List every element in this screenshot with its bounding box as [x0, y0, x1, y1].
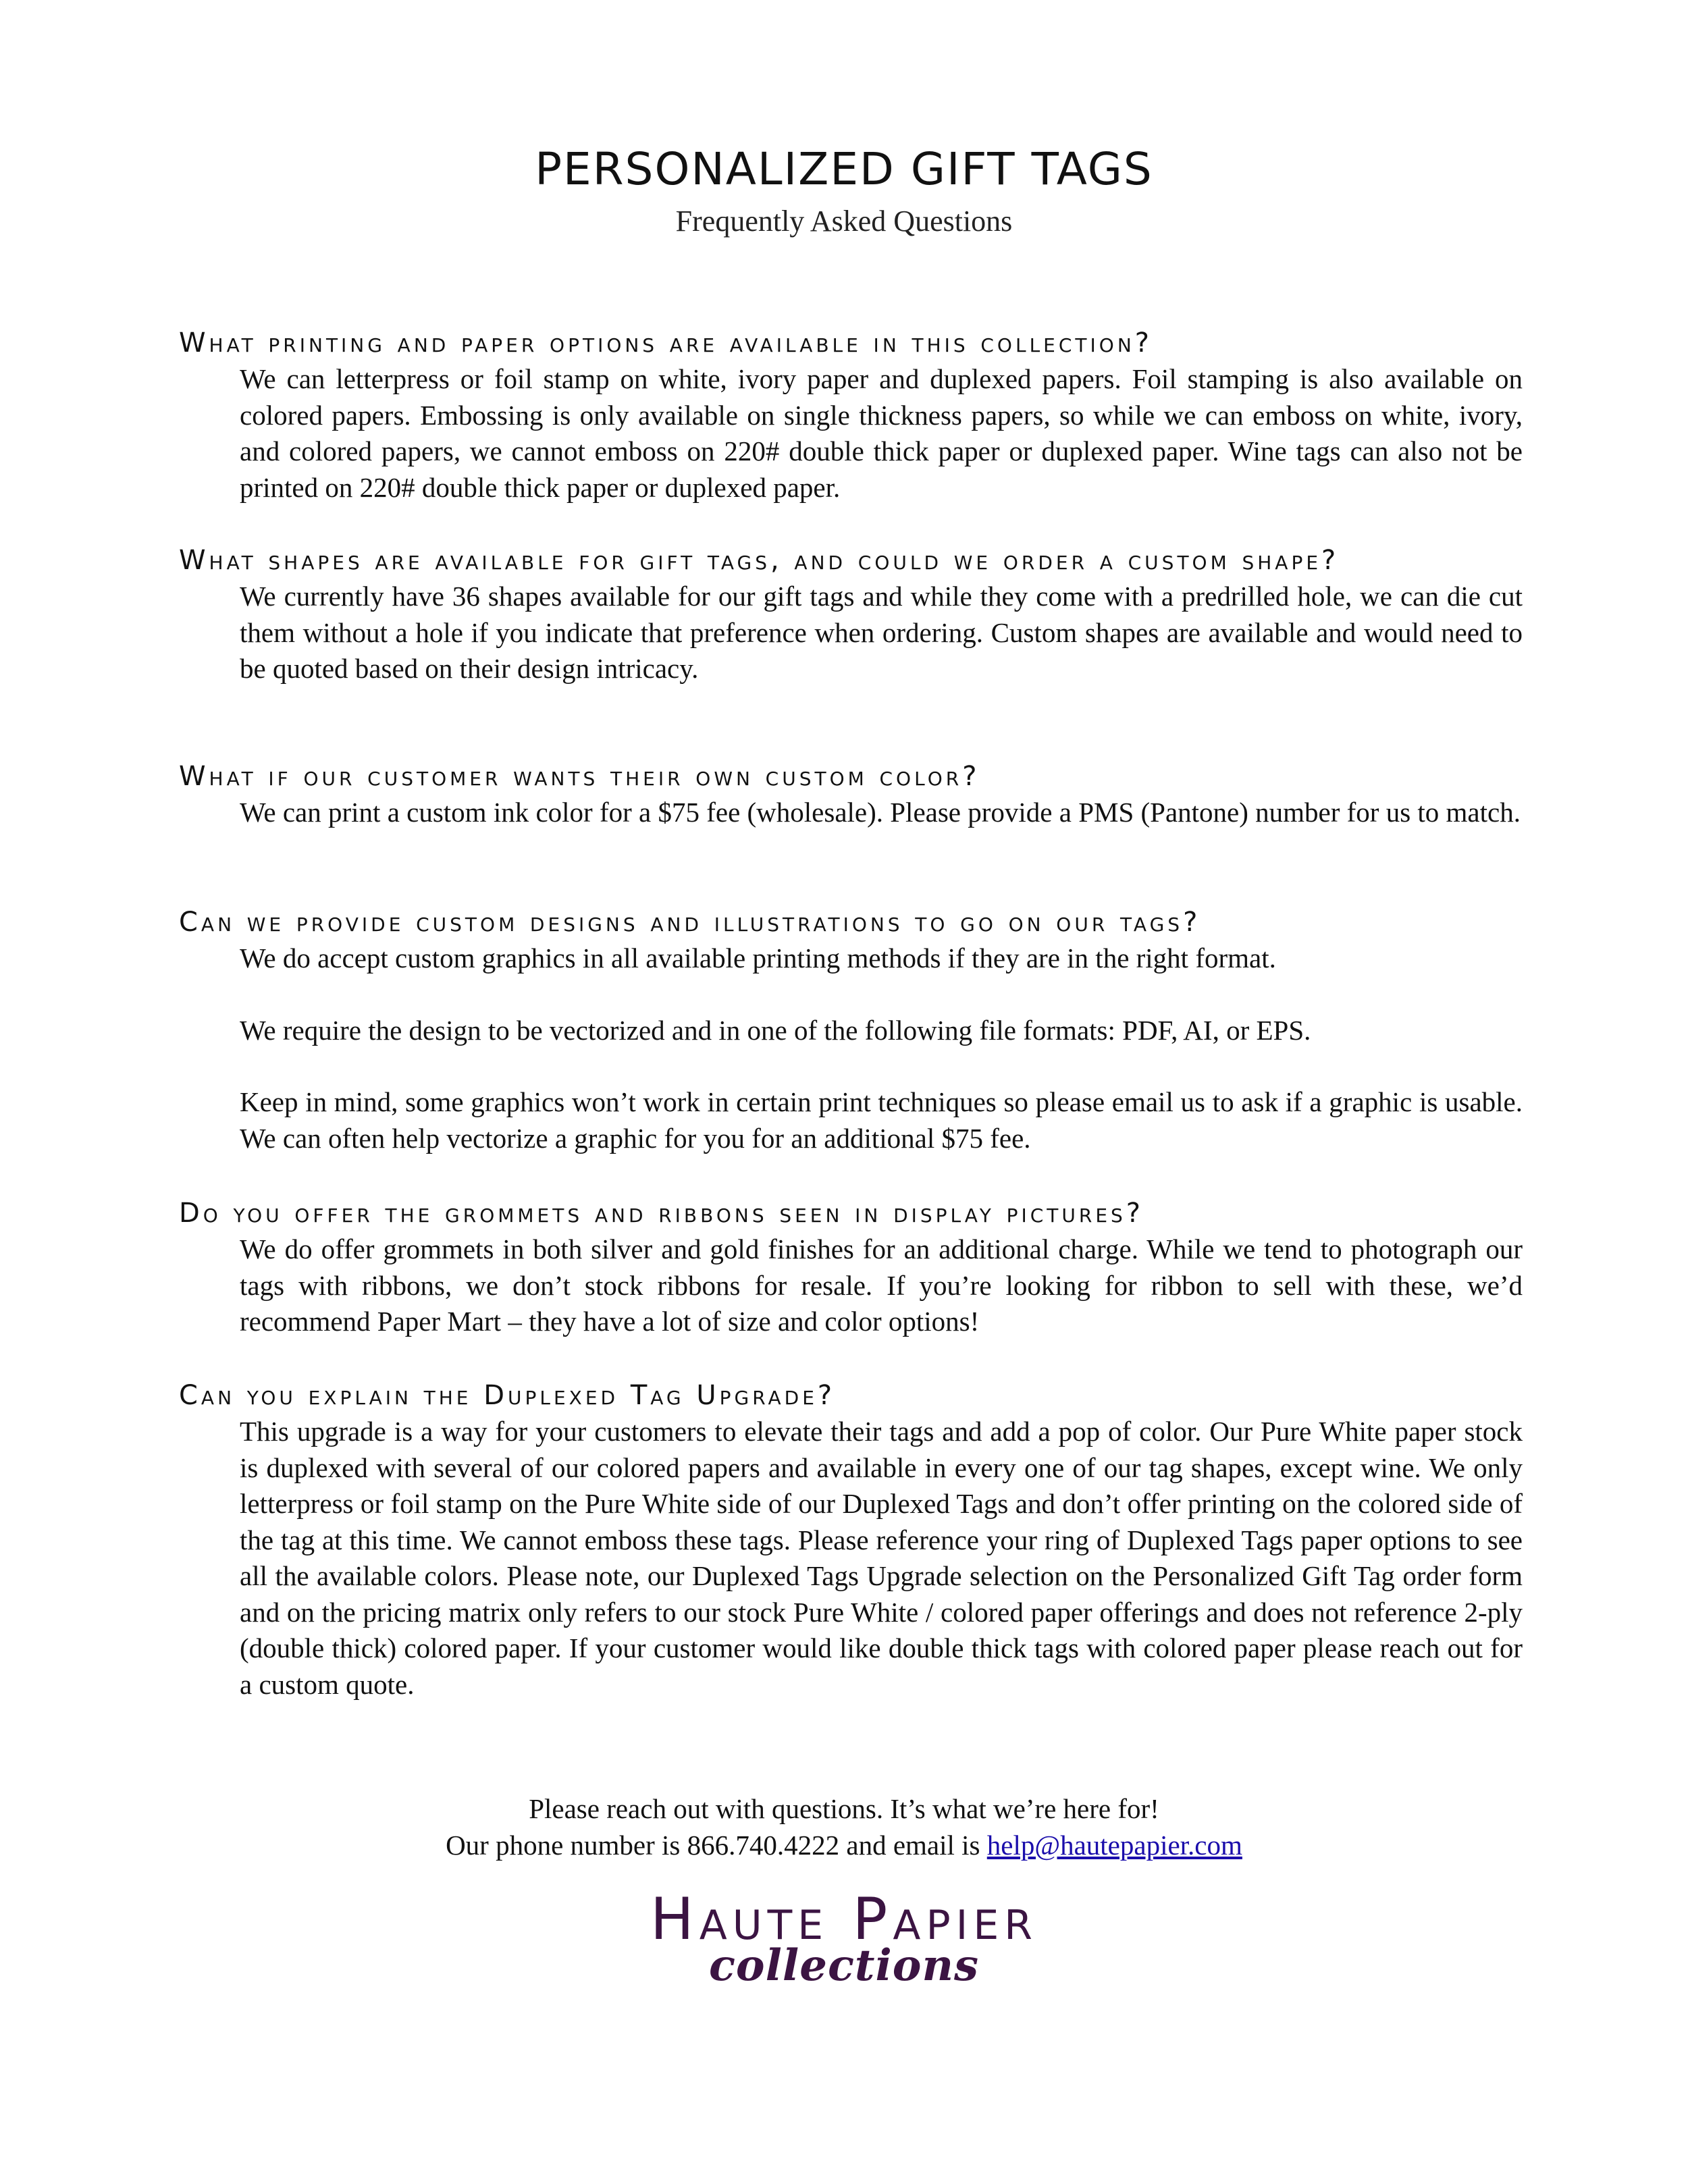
- page-subtitle: Frequently Asked Questions: [675, 205, 1013, 238]
- faq-item-6: [179, 1377, 1523, 1703]
- email-link[interactable]: help@hautepapier.com: [986, 1830, 1242, 1861]
- faq-answer: Keep in mind, some graphics won’t work in certain print techniques so please email us to ask if a graphic is usable. We can often help vectorize a graphic for you for an additional $75 fee.: [240, 1086, 1523, 1154]
- faq-item-4: [179, 904, 1523, 1156]
- faq-question: What if our customer wants their own custom color?: [179, 761, 980, 792]
- closing-line-2: [0, 1827, 1688, 1863]
- faq-answer: This upgrade is a way for your customers to elevate their tags and add a pop of color. Our Pure White paper stock is duplexed with several of our colored papers and available in every one of our tag shapes, except wine. We only letterpress or foil stamp on the Pure White side of our Duplexed Tags and don’t offer printing on the colored side of the tag at this time. We cannot emboss these tags. Please reference your ring of Duplexed Tags paper options to see all the available colors. Please note, our Duplexed Tags Upgrade selection on the Personalized Gift Tag order form and on the pricing matrix only refers to our stock Pure White / colored paper offerings and does not reference 2-ply (double thick) colored paper. If your customer would like double thick tags with colored paper please reach out for a custom quote.: [240, 1416, 1523, 1700]
- closing-line-1: Please reach out with questions. It’s what we’re here for!: [529, 1793, 1159, 1824]
- faq-question: Can you explain the Duplexed Tag Upgrade?: [179, 1380, 836, 1411]
- faq-answer: We can print a custom ink color for a $75 fee (wholesale). Please provide a PMS (Pantone) number for us to match.: [240, 797, 1521, 828]
- faq-question: Do you offer the grommets and ribbons seen in display pictures?: [179, 1198, 1144, 1229]
- logo-wordmark: Haute Papier: [650, 1886, 1038, 1953]
- faq-item-1: [179, 325, 1523, 506]
- faq-answer: We require the design to be vectorized and in one of the following file formats: PDF, AI, or EPS.: [240, 1014, 1311, 1046]
- faq-item-2: [179, 542, 1523, 687]
- phone-text: Our phone number is 866.740.4222 and email is: [446, 1830, 987, 1861]
- closing-note: [0, 1790, 1688, 1863]
- faq-answer: We currently have 36 shapes available for our gift tags and while they come with a predrilled hole, we can die cut them without a hole if you indicate that preference when ordering. Custom shapes are available and would need to be quoted based on their design intricacy.: [240, 581, 1523, 684]
- faq-item-3: [179, 758, 1523, 831]
- faq-answer: We can letterpress or foil stamp on white, ivory paper and duplexed papers. Foil stamping is also available on colored papers. Embossing is only available on single thickness papers, so while we can emboss on white, ivory, and colored papers, we cannot emboss on 220# double thick paper or duplexed paper. Wine tags can also not be printed on 220# double thick paper or duplexed paper.: [240, 363, 1523, 503]
- page-title: PERSONALIZED GIFT TAGS: [535, 143, 1153, 195]
- faq-item-5: [179, 1195, 1523, 1340]
- logo-script: collections: [708, 1940, 980, 1991]
- faq-question: What shapes are available for gift tags, and could we order a custom shape?: [179, 545, 1340, 576]
- faq-answer: We do accept custom graphics in all available printing methods if they are in the right format.: [240, 942, 1276, 974]
- faq-question: What printing and paper options are available in this collection?: [179, 327, 1153, 358]
- faq-answer: We do offer grommets in both silver and gold finishes for an additional charge. While we tend to photograph our tags with ribbons, we don’t stock ribbons for resale. If you’re looking for ribbon to sell with these, we’d recommend Paper Mart – they have a lot of size and color options!: [240, 1233, 1523, 1337]
- haute-papier-logo: [574, 1886, 1114, 1991]
- faq-question: Can we provide custom designs and illustrations to go on our tags?: [179, 907, 1201, 938]
